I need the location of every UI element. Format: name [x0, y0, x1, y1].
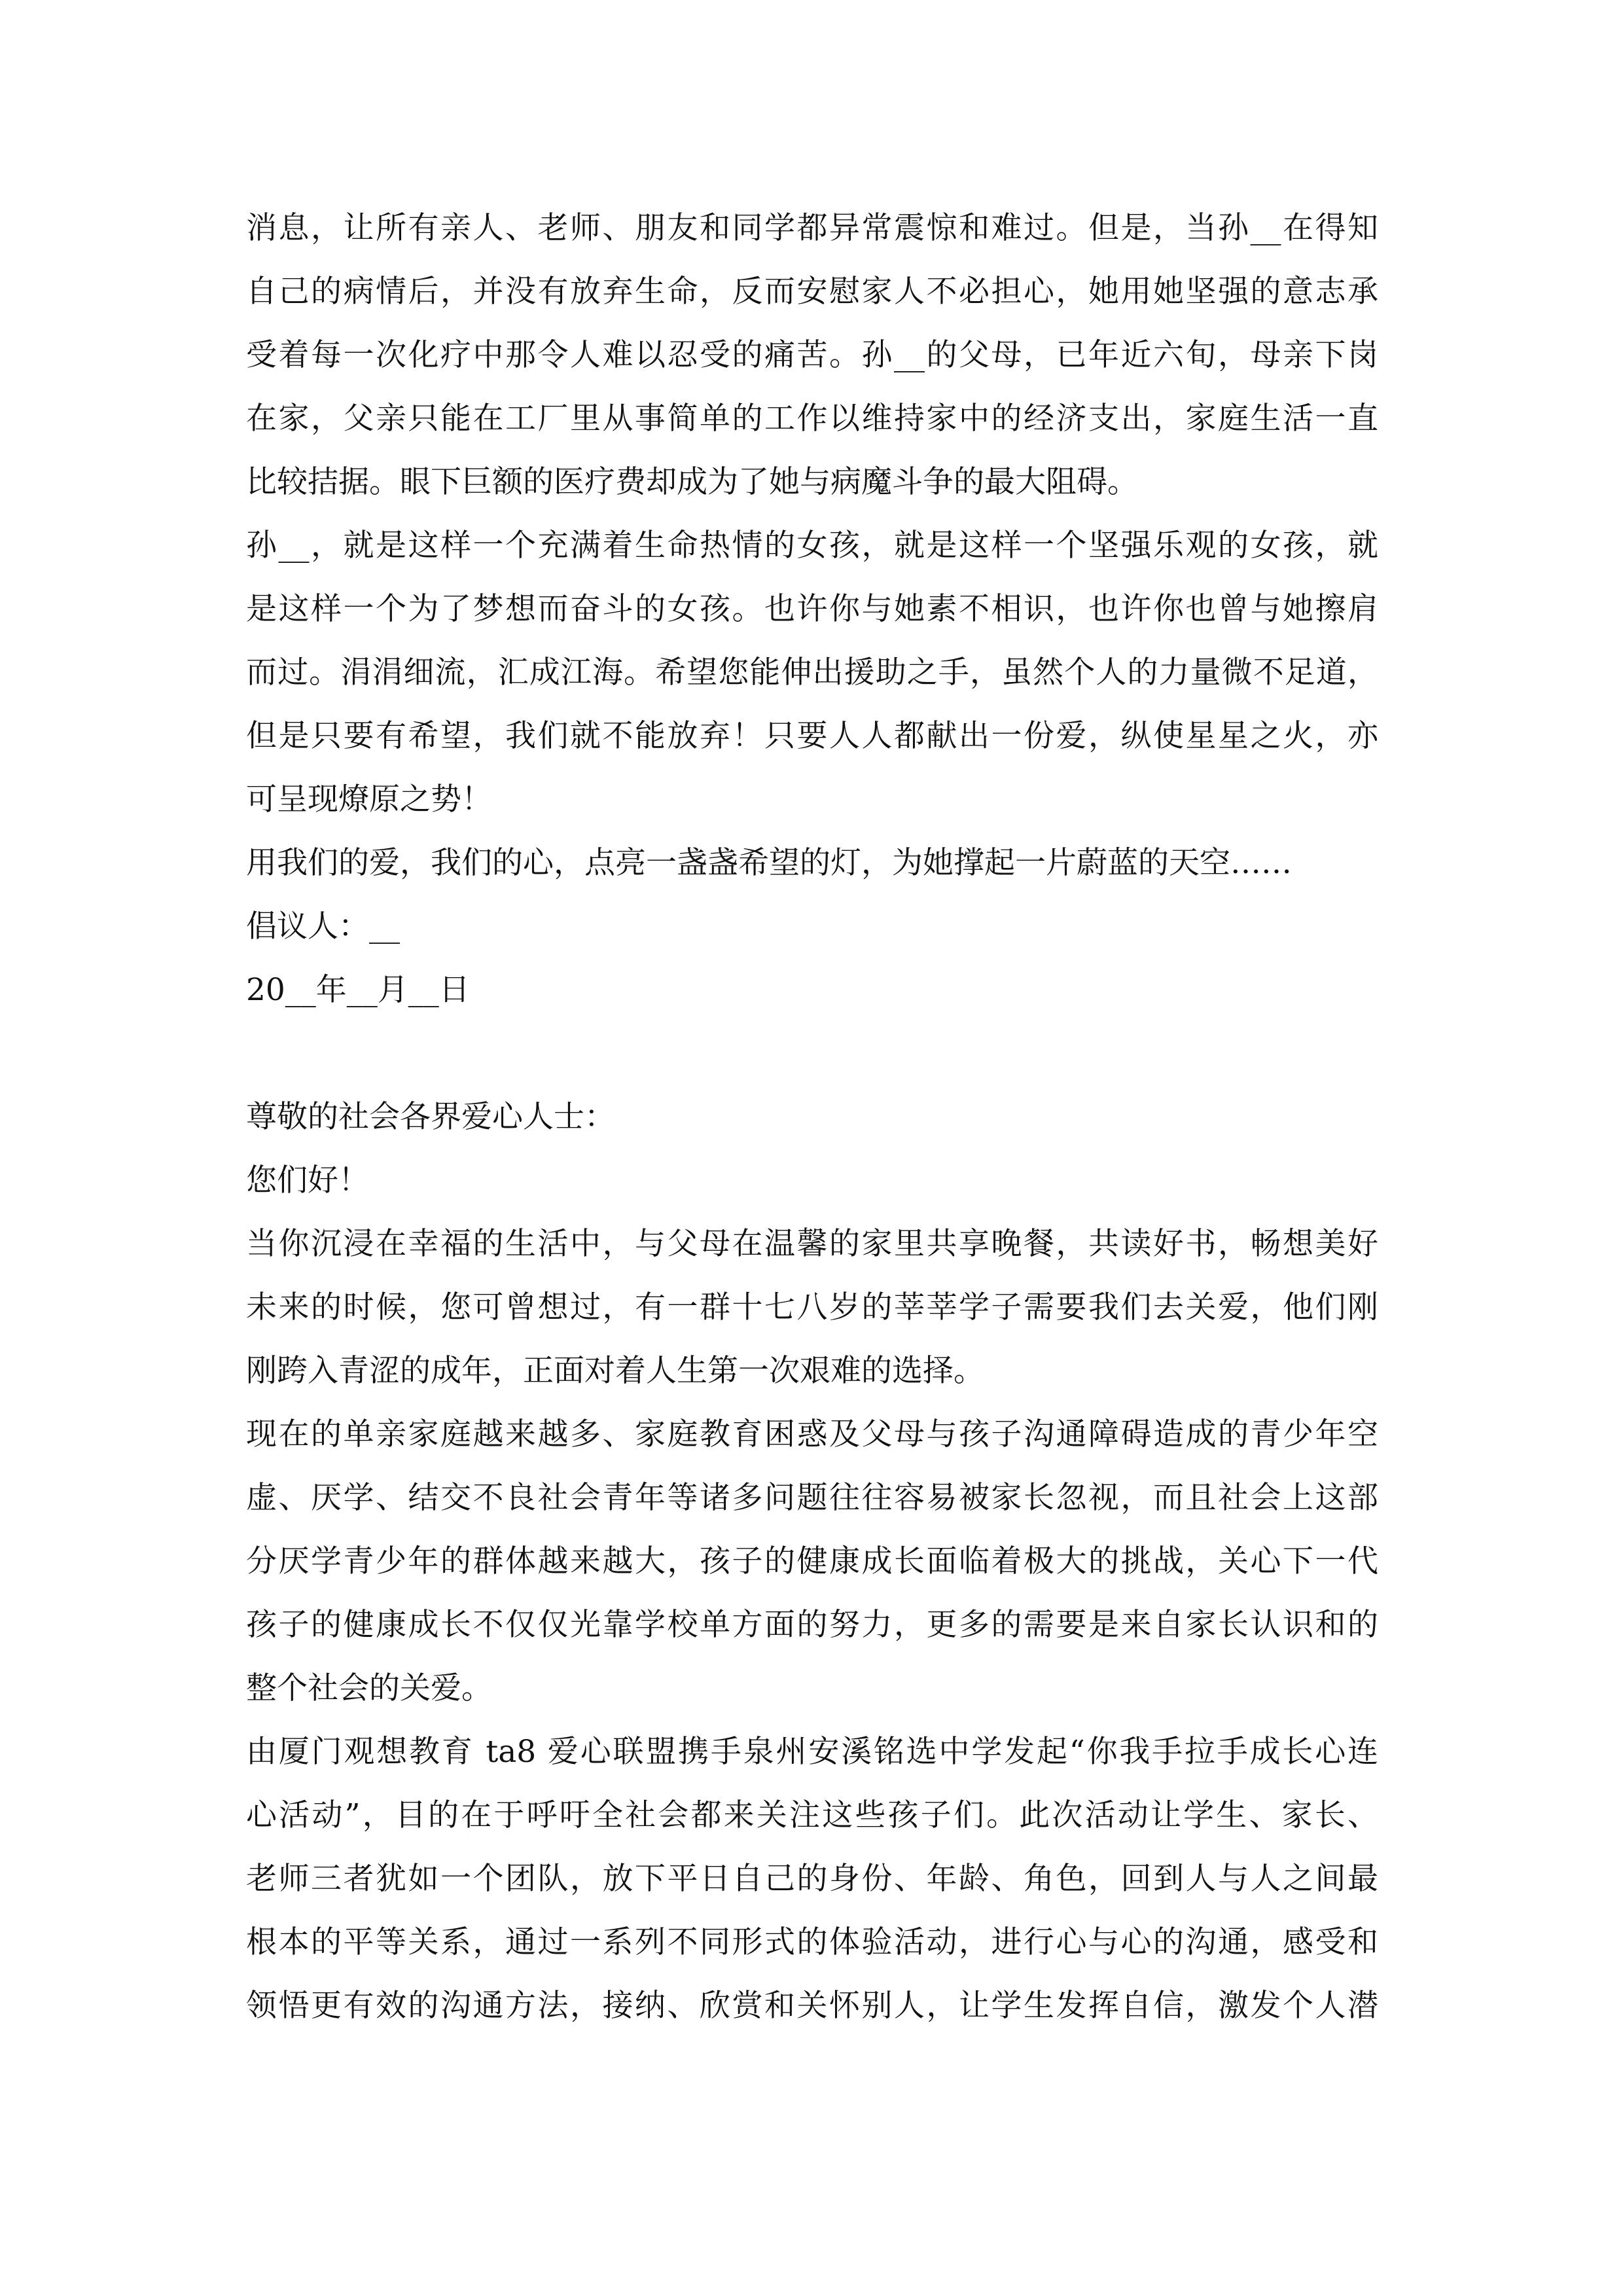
text-line: 而过。涓涓细流，汇成江海。希望您能伸出援助之手，虽然个人的力量微不足道， [246, 655, 1378, 691]
appeal-paragraph-illness [246, 196, 1378, 514]
text-line: 分厌学青少年的群体越来越大，孩子的健康成长面临着极大的挑战，关心下一代 [246, 1543, 1378, 1579]
text-line: 现在的单亲家庭越来越多、家庭教育困惑及父母与孩子沟通障碍造成的青少年空 [246, 1416, 1378, 1452]
text-line: 根本的平等关系，通过一系列不同形式的体验活动，进行心与心的沟通，感受和 [246, 1924, 1378, 1960]
initiator-signature: 倡议人：__ [246, 908, 400, 944]
letter-paragraph-activity [246, 1720, 1378, 2037]
date-line: 20__年__月__日 [246, 972, 470, 1008]
closing-line: 用我们的爱，我们的心，点亮一盏盏希望的灯，为她撑起一片蔚蓝的天空…… [246, 845, 1292, 881]
text-line: 受着每一次化疗中那令人难以忍受的痛苦。孙__的父母，已年近六旬，母亲下岗 [246, 337, 1378, 373]
text-line: 可呈现燎原之势！ [246, 781, 492, 817]
letter-paragraph-problem [246, 1403, 1378, 1720]
text-line: 由厦门观想教育 ta8 爱心联盟携手泉州安溪铭选中学发起“你我手拉手成长心连 [246, 1734, 1378, 1770]
text-line: 孙__，就是这样一个充满着生命热情的女孩，就是这样一个坚强乐观的女孩，就 [246, 528, 1378, 564]
appeal-paragraph-help [246, 514, 1378, 831]
text-line: 当你沉浸在幸福的生活中，与父母在温馨的家里共享晚餐，共读好书，畅想美好 [246, 1226, 1378, 1262]
text-line: 自己的病情后，并没有放弃生命，反而安慰家人不必担心，她用她坚强的意志承 [246, 274, 1378, 310]
text-line: 是这样一个为了梦想而奋斗的女孩。也许你与她素不相识，也许你也曾与她擦肩 [246, 591, 1378, 627]
text-line: 比较拮据。眼下巨额的医疗费却成为了她与病魔斗争的最大阻碍。 [246, 464, 1138, 500]
text-line: 心活动”，目的在于呼吁全社会都来关注这些孩子们。此次活动让学生、家长、 [246, 1797, 1378, 1833]
text-line: 未来的时候，您可曾想过，有一群十七八岁的莘莘学子需要我们去关爱，他们刚 [246, 1289, 1378, 1325]
greeting: 您们好！ [246, 1162, 369, 1198]
text-line: 领悟更有效的沟通方法，接纳、欣赏和关怀别人，让学生发挥自信，激发个人潜 [246, 1988, 1378, 2024]
text-line: 整个社会的关爱。 [246, 1670, 492, 1706]
text-line: 在家，父亲只能在工厂里从事简单的工作以维持家中的经济支出，家庭生活一直 [246, 401, 1378, 437]
text-line: 但是只要有希望，我们就不能放弃！只要人人都献出一份爱，纵使星星之火，亦 [246, 718, 1378, 754]
text-line: 虚、厌学、结交不良社会青年等诸多问题往往容易被家长忽视，而且社会上这部 [246, 1480, 1378, 1516]
section-gap [246, 1022, 1378, 1085]
text-line: 刚跨入青涩的成年，正面对着人生第一次艰难的选择。 [246, 1353, 984, 1389]
text-line: 消息，让所有亲人、老师、朋友和同学都异常震惊和难过。但是，当孙__在得知 [246, 210, 1378, 246]
document-body [246, 196, 1378, 2037]
letter-paragraph-intro [246, 1212, 1378, 1403]
text-line: 孩子的健康成长不仅仅光靠学校单方面的努力，更多的需要是来自家长认识和的 [246, 1607, 1378, 1643]
salutation: 尊敬的社会各界爱心人士： [246, 1099, 615, 1135]
text-line: 老师三者犹如一个团队，放下平日自己的身份、年龄、角色，回到人与人之间最 [246, 1861, 1378, 1897]
